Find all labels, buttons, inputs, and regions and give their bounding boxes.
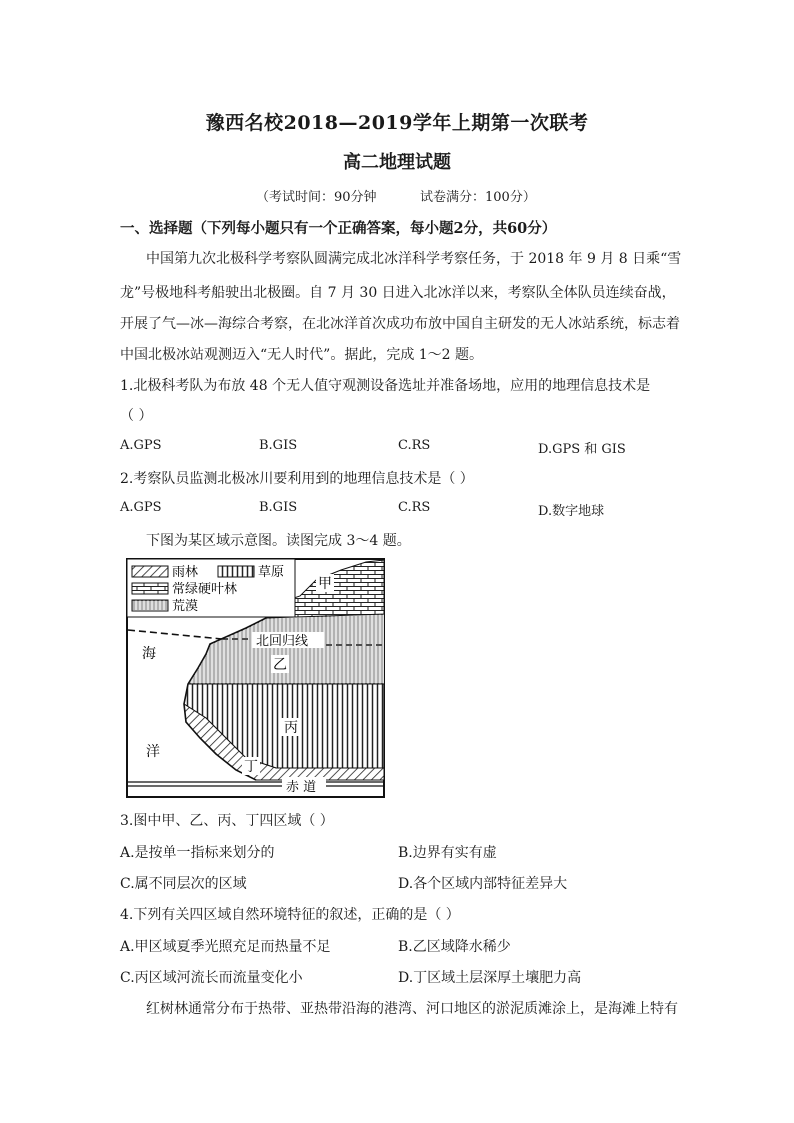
q4-option-b: B.乙区域降水稀少 [398, 939, 511, 955]
q2-option-b: B.GIS [259, 500, 298, 515]
question-3-stem: 3.图中甲、乙、丙、丁四区域（ ） [120, 813, 334, 829]
passage-line: 中国北极冰站观测迈入“无人时代”。据此，完成 1～2 题。 [120, 347, 484, 363]
label-jia: 甲 [318, 576, 332, 592]
legend-desert: 荒漠 [172, 599, 199, 614]
legend-grassland-swatch [218, 566, 254, 577]
full-score: 试卷满分：100分） [420, 190, 536, 205]
question-4-stem: 4.下列有关四区域自然环境特征的叙述，正确的是（ ） [120, 907, 460, 923]
label-yi: 乙 [273, 657, 287, 673]
q1-option-b: B.GIS [259, 438, 298, 453]
question-2-stem: 2.考察队员监测北极冰川要利用到的地理信息技术是（ ） [120, 471, 474, 487]
q3-option-b: B.边界有实有虚 [398, 845, 497, 861]
passage-line: 龙”号极地科考船驶出北极圈。自 7 月 30 日进入北冰洋以来，考察队全体队员连续奋战， [120, 285, 676, 301]
q4-option-d: D.丁区域土层深厚土壤肥力高 [398, 970, 582, 986]
passage-line: 中国第九次北极科学考察队圆满完成北冰洋科学考察任务，于 2018 年 9 月 8 日乘“雪 [146, 251, 682, 267]
legend-rainforest: 雨林 [172, 565, 199, 580]
equator-label: 赤 道 [286, 780, 317, 795]
label-sea: 海 [142, 646, 156, 662]
region-map [126, 558, 386, 800]
legend-desert-swatch [132, 600, 168, 611]
label-ocean: 洋 [146, 744, 160, 760]
q3-option-c: C.属不同层次的区域 [120, 876, 247, 892]
map-intro: 下图为某区域示意图。读图完成 3～4 题。 [146, 533, 411, 549]
q4-option-c: C.丙区域河流长而流量变化小 [120, 970, 303, 986]
q4-option-a: A.甲区域夏季光照充足而热量不足 [120, 939, 331, 955]
legend-grassland: 草原 [258, 565, 285, 580]
q2-option-c: C.RS [398, 500, 431, 515]
q2-option-d: D.数字地球 [538, 504, 605, 519]
tropic-label: 北回归线 [256, 634, 309, 649]
exam-subtitle: 高二地理试题 [343, 152, 451, 173]
q1-option-a: A.GPS [120, 438, 162, 453]
passage-line: 开展了气—冰—海综合考察，在北冰洋首次成功布放中国自主研发的无人冰站系统，标志着 [120, 316, 680, 332]
q1-option-d: D.GPS 和 GIS [538, 442, 626, 457]
q3-option-d: D.各个区域内部特征差异大 [398, 876, 568, 892]
legend-evergreen: 常绿硬叶林 [172, 582, 238, 597]
q1-option-c: C.RS [398, 438, 431, 453]
question-1-stem: 1.北极科考队为布放 48 个无人值守观测设备选址并准备场地，应用的地理信息技术是 [120, 378, 651, 394]
section-heading: 一、选择题（下列每小题只有一个正确答案，每小题2分，共60分） [120, 220, 557, 237]
question-1-paren: （ ） [120, 408, 153, 424]
label-bing: 丙 [284, 720, 298, 736]
exam-title: 豫西名校2018—2019学年上期第一次联考 [205, 112, 589, 134]
legend-rainforest-swatch [132, 566, 168, 577]
passage2-line: 红树林通常分布于热带、亚热带沿海的港湾、河口地区的淤泥质滩涂上，是海滩上特有 [146, 1001, 678, 1017]
q3-option-a: A.是按单一指标来划分的 [120, 845, 275, 861]
exam-time: （考试时间：90分钟 [256, 190, 377, 205]
legend-evergreen-swatch [132, 583, 168, 594]
label-ding: 丁 [244, 759, 258, 775]
q2-option-a: A.GPS [120, 500, 162, 515]
